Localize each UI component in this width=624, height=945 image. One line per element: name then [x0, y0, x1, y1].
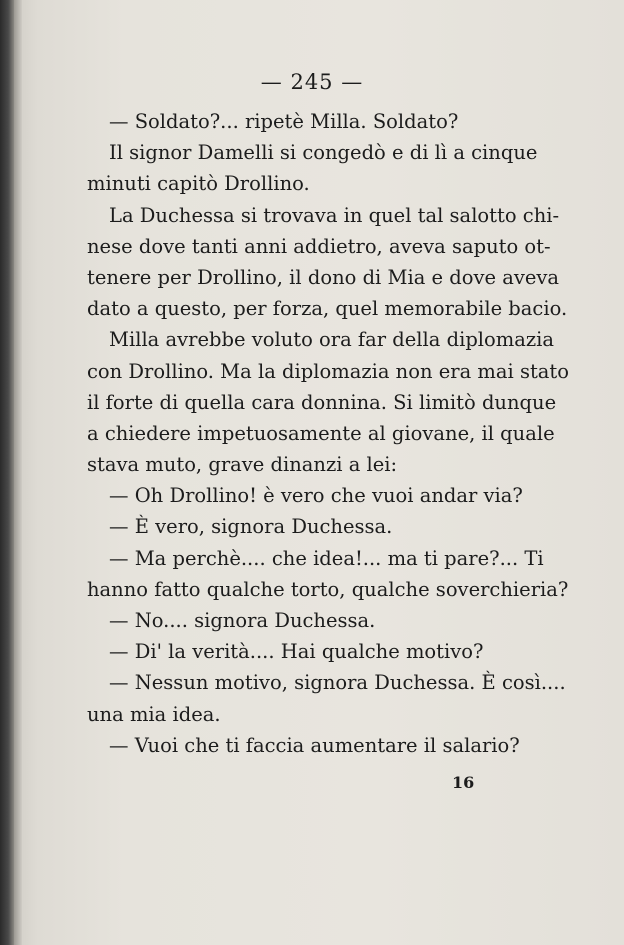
text-line: minuti capitò Drollino. [87, 172, 310, 196]
body-text [87, 106, 569, 761]
book-gutter-shadow [0, 0, 14, 945]
book-gutter-edge [14, 0, 22, 945]
text-line: con Drollino. Ma la diplomazia non era mai stato [87, 359, 569, 383]
text-line: La Duchessa si trovava in quel tal salotto chi- [109, 203, 560, 227]
text-line: hanno fatto qualche torto, qualche soverchieria? [87, 577, 569, 601]
text-line: stava muto, grave dinanzi a lei: [87, 453, 398, 477]
text-line: tenere per Drollino, il dono di Mia e dove aveva [87, 265, 560, 289]
text-line: — Di' la verità.... Hai qualche motivo? [109, 640, 484, 664]
text-line: — Ma perchè.... che idea!... ma ti pare?... Ti [109, 546, 544, 570]
text-line: dato a questo, per forza, quel memorabile bacio. [87, 297, 568, 321]
text-line: una mia idea. [87, 702, 221, 726]
printer-signature-mark: 16 [452, 773, 475, 792]
text-line: Milla avrebbe voluto ora far della diplomazia [109, 328, 555, 352]
text-line: il forte di quella cara donnina. Si limitò dunque [87, 390, 557, 414]
text-line: — No.... signora Duchessa. [109, 609, 376, 632]
text-line: — Oh Drollino! è vero che vuoi andar via? [109, 484, 523, 508]
text-line: — È vero, signora Duchessa. [109, 515, 393, 539]
text-line: — Soldato?... ripetè Milla. Soldato? [109, 110, 459, 133]
text-line: nese dove tanti anni addietro, aveva saputo ot- [87, 234, 551, 258]
text-line: a chiedere impetuosamente al giovane, il quale [87, 421, 555, 445]
text-line: — Vuoi che ti faccia aumentare il salario? [109, 733, 520, 757]
page-number-header: — 245 — [260, 70, 364, 94]
text-line: Il signor Damelli si congedò e di lì a cinque [109, 141, 538, 165]
text-line: — Nessun motivo, signora Duchessa. È così.... [109, 671, 566, 695]
